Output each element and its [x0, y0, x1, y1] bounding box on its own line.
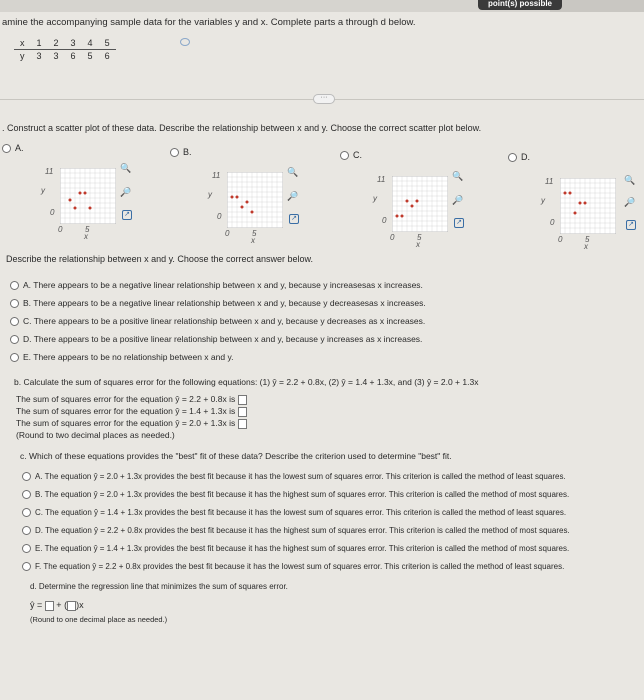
describe-options [10, 276, 426, 366]
zoom-in-icon[interactable]: 🔍 [624, 175, 636, 185]
part-c-prompt: c. Which of these equations provides the "best" fit of these data? Describe the criterion used to determine "best" fit. [20, 451, 452, 461]
radio-button[interactable] [10, 353, 19, 362]
table-y-cell: 3 [53, 51, 59, 61]
describe-option-e[interactable]: E. There appears to be no relationship between x and y. [10, 348, 426, 366]
y-zero-label: 0 [217, 212, 222, 221]
zoom-out-icon[interactable]: 🔎 [287, 191, 299, 201]
table-x-cell: 5 [99, 37, 116, 50]
table-x-cell: 4 [82, 37, 99, 50]
table-y-cell: 5 [87, 51, 93, 61]
table-y-label: y [20, 51, 25, 61]
scatter-plot-a [60, 168, 116, 224]
table-x-cell: 2 [48, 37, 65, 50]
table-x-cell: 1 [31, 37, 48, 50]
external-link-icon[interactable]: ↗ [626, 220, 636, 230]
eq-prefix: ŷ = [30, 600, 43, 610]
option-c-header[interactable]: C. [340, 150, 362, 160]
y-axis-label: y [208, 190, 212, 199]
zoom-out-icon[interactable]: 🔎 [120, 187, 132, 197]
y-max-label: 11 [212, 171, 221, 180]
part-c-option-b[interactable]: B. The equation ŷ = 2.0 + 1.3x provides the best fit because it has the highest sum of squares error. This criterion is called the method of most squares. [22, 486, 622, 504]
part-c-option-c[interactable]: C. The equation ŷ = 1.4 + 1.3x provides the best fit because it has the lowest sum of squares error. This criterion is called the method of least squares. [22, 504, 622, 522]
describe-option-b[interactable]: B. There appears to be a negative linear relationship between x and y, because y decreasesas x increases. [10, 294, 426, 312]
part-b-prompt: b. Calculate the sum of squares error for the following equations: (1) ŷ = 2.2 + 0.8x, (2) ŷ = 1.4 + 1.3x, and (3) ŷ = 2.0 + 1.3x [14, 377, 479, 387]
x-mid-label: 5 [417, 233, 422, 242]
y-axis-label: y [373, 194, 377, 203]
scatter-plot-c [392, 176, 448, 232]
radio-button[interactable] [22, 472, 31, 481]
data-table [14, 37, 116, 62]
option-a-header[interactable]: A. [2, 143, 24, 153]
data-info-icon[interactable] [180, 38, 190, 46]
external-link-icon[interactable]: ↗ [122, 210, 132, 220]
slope-input[interactable] [67, 601, 76, 611]
scatter-plot-d [560, 178, 616, 234]
describe-option-c[interactable]: C. There appears to be a positive linear relationship between x and y, because y decreases as x increases. [10, 312, 426, 330]
radio-button[interactable] [22, 544, 31, 553]
points-label: point(s) possible [478, 0, 562, 10]
part-b-lines [16, 393, 247, 441]
radio-button[interactable] [22, 526, 31, 535]
external-link-icon[interactable]: ↗ [289, 214, 299, 224]
x-zero-label: 0 [58, 225, 63, 234]
y-zero-label: 0 [550, 218, 555, 227]
y-axis-label: y [41, 186, 45, 195]
y-zero-label: 0 [382, 216, 387, 225]
part-a-prompt: . Construct a scatter plot of these data. Describe the relationship between x and y. Choose the correct scatter plot below. [2, 123, 482, 133]
sse-row-3: The sum of squares error for the equation ŷ = 2.0 + 1.3x is [16, 417, 247, 429]
radio-button[interactable] [10, 317, 19, 326]
y-max-label: 11 [377, 175, 386, 184]
part-b-note: (Round to two decimal places as needed.) [16, 430, 175, 440]
describe-option-d[interactable]: D. There appears to be a positive linear relationship between x and y, because y increases as x increases. [10, 330, 426, 348]
zoom-out-icon[interactable]: 🔎 [624, 197, 636, 207]
y-max-label: 11 [45, 167, 54, 176]
zoom-in-icon[interactable]: 🔍 [287, 167, 299, 177]
sse-answer-input-3[interactable] [238, 419, 247, 429]
intro-text: amine the accompanying sample data for the variables y and x. Complete parts a through d below. [2, 17, 416, 28]
radio-button[interactable] [2, 144, 11, 153]
option-d-header[interactable]: D. [508, 152, 530, 162]
x-axis-label: x [84, 232, 88, 241]
y-max-label: 11 [545, 177, 554, 186]
x-mid-label: 5 [252, 229, 257, 238]
radio-button[interactable] [22, 562, 31, 571]
part-c-option-e[interactable]: E. The equation ŷ = 1.4 + 1.3x provides the best fit because it has the highest sum of squares error. This criterion is called the method of most squares. [22, 540, 622, 558]
table-x-cell: 3 [65, 37, 82, 50]
table-y-cell: 6 [104, 51, 110, 61]
part-d-note: (Round to one decimal place as needed.) [30, 615, 168, 624]
y-axis-label: y [541, 196, 545, 205]
radio-button[interactable] [22, 490, 31, 499]
eq-plus: + [56, 600, 62, 610]
sse-row-2: The sum of squares error for the equation ŷ = 1.4 + 1.3x is [16, 405, 247, 417]
scatter-option-b [205, 166, 325, 245]
radio-button[interactable] [22, 508, 31, 517]
expand-dots-button[interactable]: ··· [313, 94, 335, 104]
radio-button[interactable] [340, 151, 349, 160]
scatter-option-a [38, 162, 158, 241]
x-axis-label: x [416, 240, 420, 249]
radio-button[interactable] [10, 335, 19, 344]
radio-button[interactable] [170, 148, 179, 157]
part-d-prompt: d. Determine the regression line that minimizes the sum of squares error. [30, 582, 288, 591]
describe-option-a[interactable]: A. There appears to be a negative linear relationship between x and y, because y increasesas x increases. [10, 276, 426, 294]
part-c-options [22, 468, 622, 576]
y-zero-label: 0 [50, 208, 55, 217]
x-axis-label: x [251, 236, 255, 245]
table-y-cell: 3 [36, 51, 42, 61]
part-c-option-f[interactable]: F. The equation ŷ = 2.2 + 0.8x provides the best fit because it has the lowest sum of squares error. This criterion is called the method of least squares. [22, 558, 622, 576]
data-table-wrap [14, 37, 116, 62]
describe-prompt: Describe the relationship between x and y. Choose the correct answer below. [6, 254, 314, 264]
x-mid-label: 5 [85, 225, 90, 234]
x-zero-label: 0 [558, 235, 563, 244]
option-b-header[interactable]: B. [170, 147, 192, 157]
x-zero-label: 0 [225, 229, 230, 238]
sse-answer-input-1[interactable] [238, 395, 247, 405]
sse-row-1: The sum of squares error for the equation ŷ = 2.2 + 0.8x is [16, 393, 247, 405]
points-strip [550, 0, 644, 12]
scatter-option-c [370, 170, 490, 249]
radio-button[interactable] [508, 153, 517, 162]
scatter-option-d [538, 172, 644, 251]
external-link-icon[interactable]: ↗ [454, 218, 464, 228]
x-zero-label: 0 [390, 233, 395, 242]
regression-equation: ŷ = + ( )x [30, 600, 84, 610]
part-c-option-d[interactable]: D. The equation ŷ = 2.2 + 0.8x provides the best fit because it has the highest sum of squares error. This criterion is called the method of most squares. [22, 522, 622, 540]
zoom-out-icon[interactable]: 🔎 [452, 195, 464, 205]
table-y-cell: 6 [70, 51, 76, 61]
radio-button[interactable] [10, 281, 19, 290]
sse-answer-input-2[interactable] [238, 407, 247, 417]
radio-button[interactable] [10, 299, 19, 308]
eq-x: x [79, 600, 84, 610]
x-mid-label: 5 [585, 235, 590, 244]
table-x-label: x [14, 37, 31, 50]
intercept-input[interactable] [45, 601, 54, 611]
zoom-in-icon[interactable]: 🔍 [452, 171, 464, 181]
x-axis-label: x [584, 242, 588, 251]
zoom-in-icon[interactable]: 🔍 [120, 163, 132, 173]
part-c-option-a[interactable]: A. The equation ŷ = 2.0 + 1.3x provides the best fit because it has the lowest sum of squares error. This criterion is called the method of least squares. [22, 468, 622, 486]
scatter-plot-b [227, 172, 283, 228]
